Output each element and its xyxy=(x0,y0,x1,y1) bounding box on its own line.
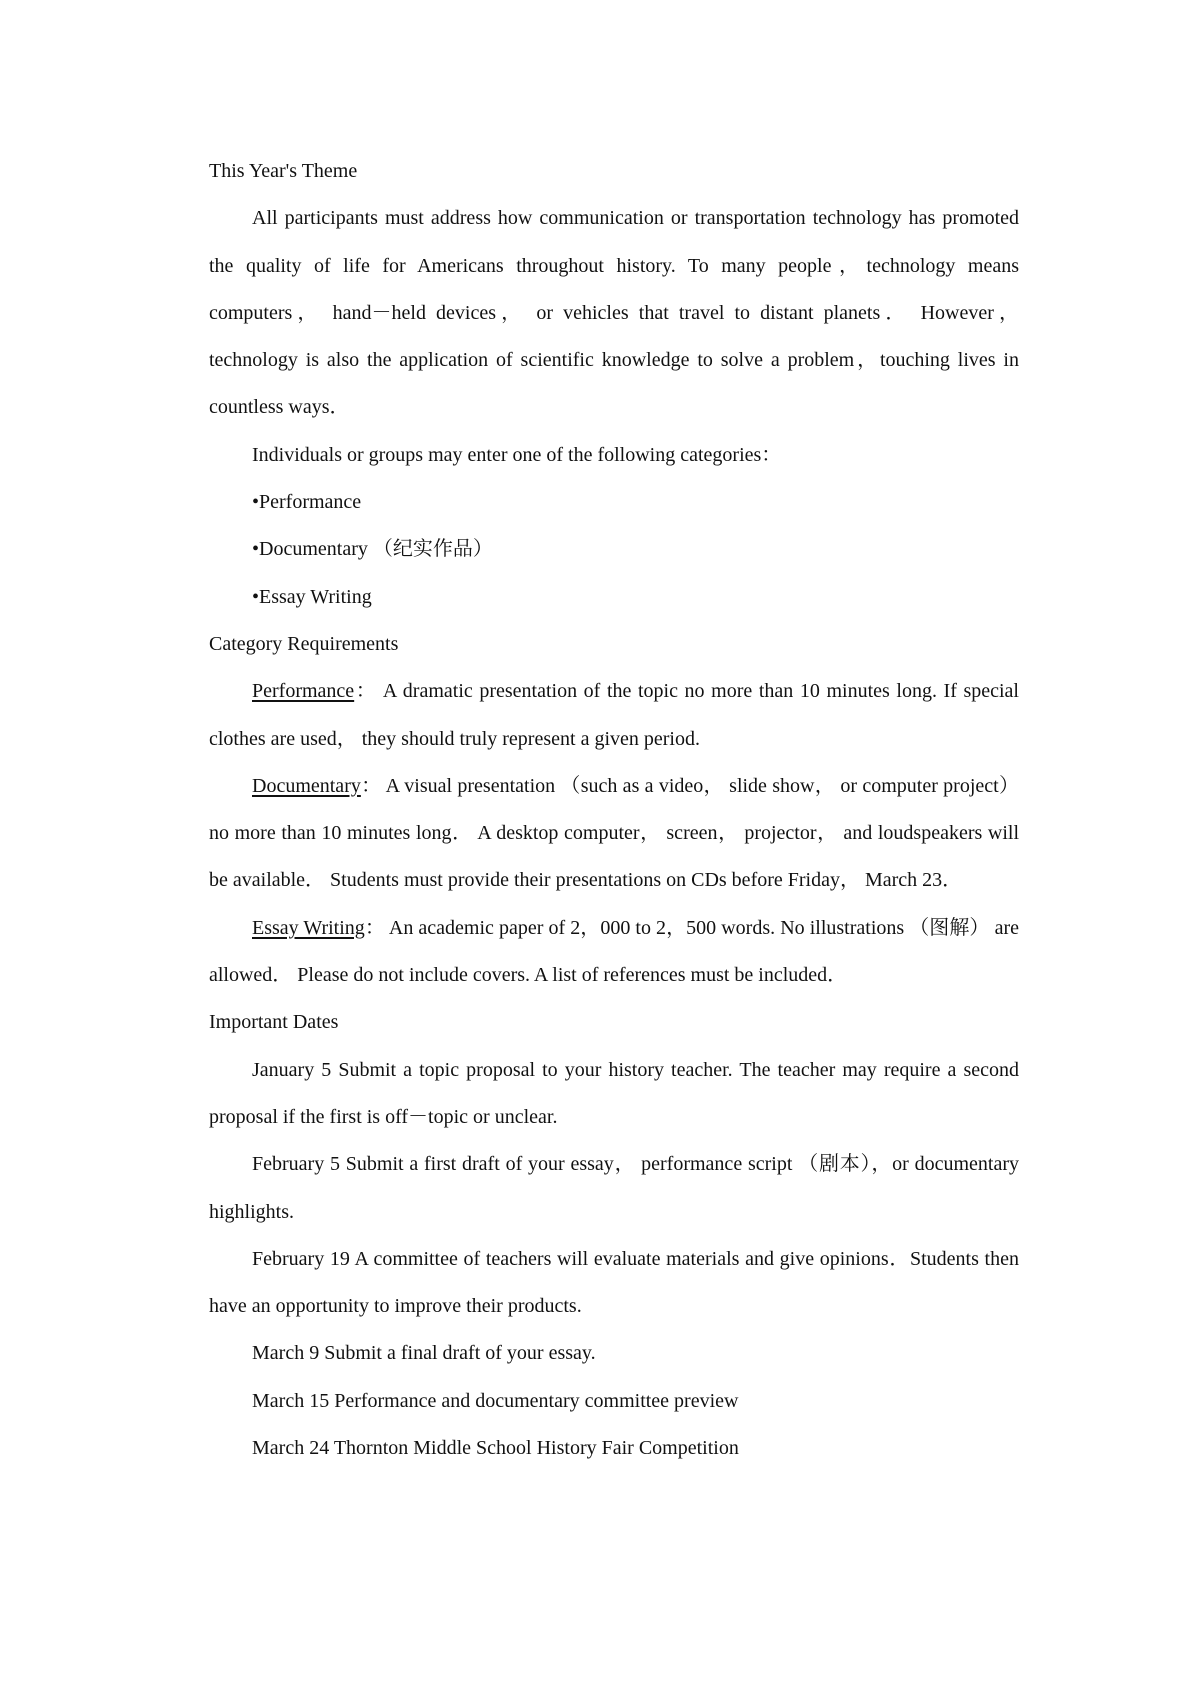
requirement-text: ： A dramatic presentation of the topic no more than 10 minutes long. If special clothes are used， they should truly represent a given period. xyxy=(209,680,1019,750)
requirement-text: ： A visual presentation （such as a video， slide show， or computer project） no more than 10 minutes long． A desktop computer， screen， projector， and loudspeakers will be available． Students must provide their presentations on CDs before Friday， March 23． xyxy=(209,774,1019,892)
category-bullet-essay: •Essay Writing xyxy=(252,585,372,608)
requirement-label: Performance xyxy=(252,680,355,703)
requirements-heading: Category Requirements xyxy=(209,632,399,655)
categories-intro: Individuals or groups may enter one of the following categories： xyxy=(252,443,782,466)
requirement-performance xyxy=(209,668,1019,763)
category-bullet-performance: •Performance xyxy=(252,491,362,514)
requirement-documentary xyxy=(209,763,1019,905)
requirement-text: ： An academic paper of 2，000 to 2，500 words. No illustrations （图解） are allowed． Please do not include covers. A list of references must be included． xyxy=(209,916,1019,987)
requirement-label: Documentary xyxy=(252,774,361,797)
date-item: March 24 Thornton Middle School History Fair Competition xyxy=(252,1437,739,1460)
theme-heading: This Year's Theme xyxy=(209,160,358,182)
theme-paragraph: All participants must address how communication or transportation technology has promoted the quality of life for Americans throughout history. To many people，technology means computers， hand－held devices， or vehicles that travel to distant planets． However， technology is also the application of scientific knowledge to solve a problem，touching lives in countless ways． xyxy=(209,207,1019,419)
document-page xyxy=(209,148,1019,1472)
date-item: February 19 A committee of teachers will evaluate materials and give opinions．Students then have an opportunity to improve their products. xyxy=(209,1247,1019,1318)
dates-heading: Important Dates xyxy=(209,1011,339,1034)
requirement-essay xyxy=(209,905,1019,1000)
date-item: January 5 Submit a topic proposal to your history teacher. The teacher may require a second proposal if the first is off－topic or unclear. xyxy=(209,1058,1019,1128)
date-item: February 5 Submit a first draft of your essay， performance script （剧本），or documentary highlights. xyxy=(209,1153,1019,1223)
date-item: March 15 Performance and documentary committee preview xyxy=(252,1389,739,1412)
requirement-label: Essay Writing xyxy=(252,916,365,939)
date-item: March 9 Submit a final draft of your essay. xyxy=(252,1342,596,1365)
category-bullet-documentary: •Documentary （纪实作品） xyxy=(252,538,493,561)
